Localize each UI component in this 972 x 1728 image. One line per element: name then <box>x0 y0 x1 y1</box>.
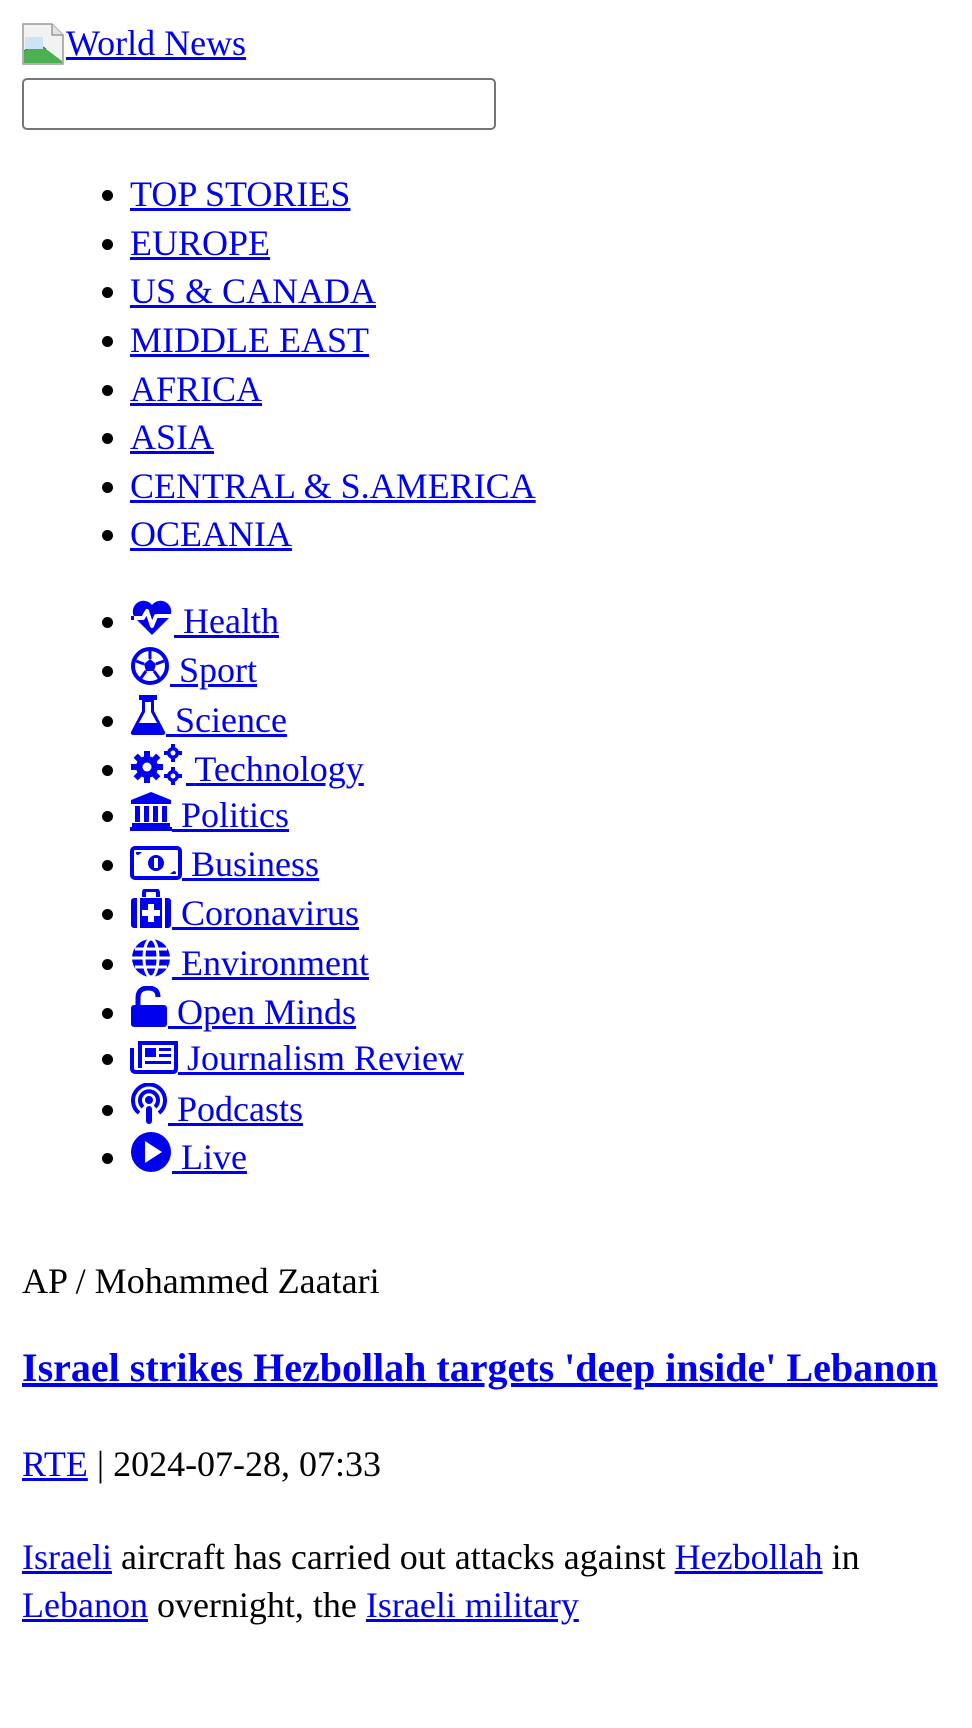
topic-link-health[interactable] <box>130 601 279 641</box>
region-link-africa[interactable]: AFRICA <box>130 368 263 409</box>
topic-item-sport <box>130 646 950 695</box>
lede-link-hezbollah[interactable]: Hezbollah <box>674 1537 823 1578</box>
topic-link-live[interactable] <box>130 1137 247 1177</box>
topic-link-journalism-review[interactable] <box>130 1038 464 1078</box>
article-headline-link[interactable]: Israel strikes Hezbollah targets 'deep inside' Lebanon <box>22 1345 938 1391</box>
source-link[interactable]: RTE <box>22 1444 88 1485</box>
logo-text: World News <box>66 22 247 63</box>
landmark-icon <box>130 791 172 831</box>
region-link-us-canada[interactable]: US & CANADA <box>130 271 377 312</box>
topic-label: Journalism Review <box>187 1038 464 1079</box>
lede-text: in <box>822 1537 860 1578</box>
article-headline <box>22 1344 950 1392</box>
topic-item-business <box>130 840 950 889</box>
region-link-asia[interactable]: ASIA <box>130 417 215 458</box>
topic-item-podcasts <box>130 1083 950 1132</box>
topic-item-live <box>130 1131 950 1180</box>
topic-item-health <box>130 597 950 646</box>
region-link-top-stories[interactable]: TOP STORIES <box>130 174 351 215</box>
article-datetime: 2024-07-28, 07:33 <box>113 1444 382 1485</box>
region-item-us-canada <box>130 267 950 316</box>
heartbeat-icon <box>130 599 174 637</box>
topic-item-coronavirus <box>130 889 950 938</box>
lede-text: aircraft has carried out attacks against <box>111 1537 675 1578</box>
region-link-oceania[interactable]: OCEANIA <box>130 514 292 555</box>
topic-item-politics <box>130 791 950 840</box>
topic-label: Science <box>175 700 287 741</box>
topic-link-technology[interactable] <box>130 749 364 789</box>
broken-image-icon <box>22 23 64 65</box>
logo-link[interactable] <box>22 17 246 65</box>
newspaper-icon <box>130 1040 178 1074</box>
photo-credit: AP / Mohammed Zaatari <box>22 1261 380 1302</box>
article-meta <box>22 1441 950 1487</box>
region-link-middle-east[interactable]: MIDDLE EAST <box>130 319 369 360</box>
topic-link-politics[interactable] <box>130 795 289 835</box>
topic-link-environment[interactable] <box>130 943 369 983</box>
meta-separator: | <box>87 1444 114 1485</box>
region-item-central-s-america <box>130 462 950 511</box>
topic-item-journalism-review <box>130 1034 950 1083</box>
play-circle-icon <box>130 1131 172 1173</box>
lede-link-israeli[interactable]: Israeli <box>22 1537 112 1578</box>
topic-label: Environment <box>181 943 369 984</box>
topic-link-sport[interactable] <box>130 650 257 690</box>
lede-link-lebanon[interactable]: Lebanon <box>22 1585 148 1626</box>
lede-link-israeli-military[interactable]: Israeli military <box>365 1585 579 1626</box>
search-input[interactable] <box>22 78 496 130</box>
lede-text: overnight, the <box>147 1585 366 1626</box>
topic-item-open-minds <box>130 986 950 1035</box>
region-item-oceania <box>130 510 950 559</box>
topic-label: Podcasts <box>177 1088 303 1129</box>
region-link-europe[interactable]: EUROPE <box>130 222 271 263</box>
unlock-icon <box>130 986 168 1028</box>
medkit-icon <box>130 889 172 929</box>
topic-nav <box>22 597 950 1180</box>
topic-item-environment <box>130 937 950 986</box>
topic-label: Politics <box>181 795 290 836</box>
topic-label: Open Minds <box>177 991 356 1032</box>
region-link-central-s-america[interactable]: CENTRAL & S.AMERICA <box>130 465 536 506</box>
topic-label: Technology <box>194 748 364 789</box>
money-bill-icon <box>130 846 182 880</box>
region-item-top-stories <box>130 170 950 219</box>
topic-label: Health <box>183 600 279 641</box>
cogs-icon <box>130 743 186 785</box>
football-icon <box>130 646 170 686</box>
region-item-asia <box>130 413 950 462</box>
topic-item-science <box>130 694 950 743</box>
topic-item-technology <box>130 743 950 792</box>
topic-label: Sport <box>179 649 258 690</box>
region-nav <box>22 170 950 559</box>
topic-label: Coronavirus <box>181 892 359 933</box>
region-item-europe <box>130 219 950 268</box>
globe-icon <box>130 937 172 979</box>
topic-link-science[interactable] <box>130 700 287 740</box>
region-item-middle-east <box>130 316 950 365</box>
topic-link-business[interactable] <box>130 844 319 884</box>
topic-label: Live <box>181 1137 247 1178</box>
topic-link-coronavirus[interactable] <box>130 893 359 933</box>
flask-icon <box>130 694 166 736</box>
article-lede <box>22 1533 950 1629</box>
topic-link-podcasts[interactable] <box>130 1089 303 1129</box>
region-item-africa <box>130 365 950 414</box>
topic-link-open-minds[interactable] <box>130 992 356 1032</box>
topic-label: Business <box>191 843 320 884</box>
podcast-icon <box>130 1083 168 1125</box>
